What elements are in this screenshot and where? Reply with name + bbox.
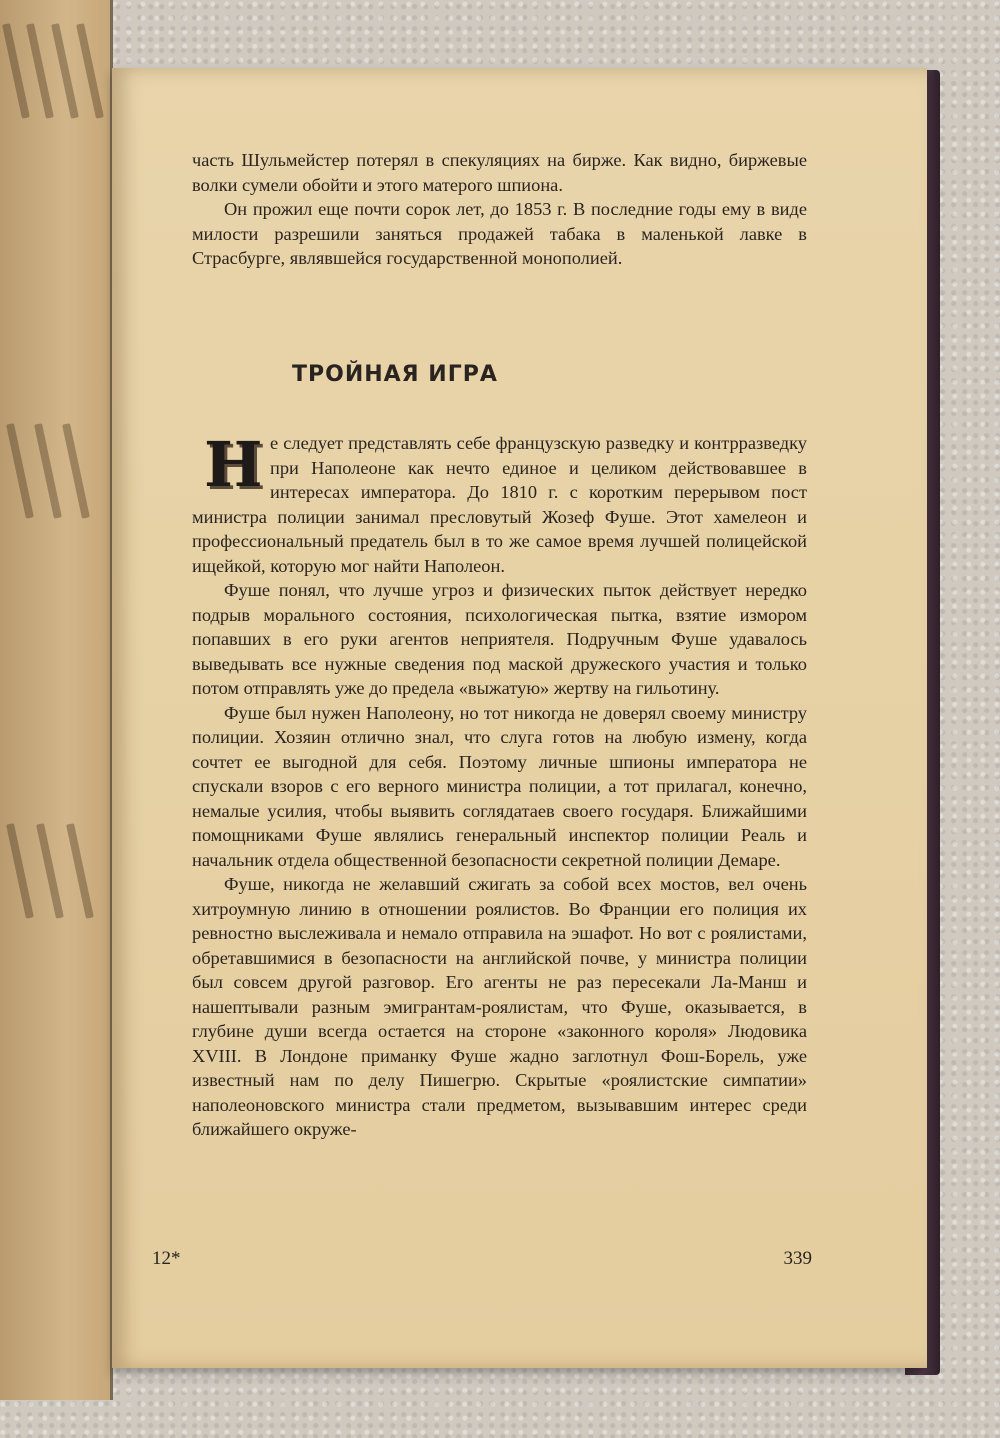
- paragraph: Он прожил еще почти сорок лет, до 1853 г. В последние годы ему в виде милости разрешили заняться продажей табака в маленькой лавке в Страсбурге, являвшейся государственной монополией.: [192, 199, 807, 268]
- chapter-title: ТРОЙНАЯ ИГРА: [292, 361, 498, 387]
- paragraph: [192, 428, 807, 578]
- facing-page-text-line: [62, 423, 90, 519]
- facing-page-text-line: [6, 423, 34, 519]
- paragraph: Фуше, никогда не желавший сжигать за собой всех мостов, вел очень хитроумную линию в отношении роялистов. Во Франции его полиция их ревностно выслеживала и немало отправила на эшафот. Но вот с роялистами, обретавшимися в безопасности на английской почве, у министра полиции был совсем другой разговор. Его агенты не раз пересекали Ла-Манш и нашептывали разным эмигрантам-роялистам, что Фуше, оказывается, в глубине души всегда остается на стороне «законного короля» Людовика XVIII. В Лондоне приманку Фуше жадно заглотнул Фош-Борель, уже известный нам по делу Пишегрю. Скрытые «роялистские симпатии» наполеоновского министра стали предметом, вызывавшим интерес среди ближайшего окруже-: [192, 874, 807, 1139]
- facing-page-text-line: [66, 823, 94, 919]
- drop-cap: Н: [204, 428, 263, 501]
- page-number: 339: [783, 1248, 812, 1269]
- facing-page-text-line: [2, 23, 30, 119]
- page-text: [192, 148, 807, 1142]
- paragraph: часть Шульмейстер потерял в спекуляциях на бирже. Как видно, биржевые волки сумели обойти и этого матерого шпиона.: [192, 150, 807, 195]
- paragraph-text: е следует представлять себе французскую разведку и контрразведку при Наполеоне как нечто единое и целиком действовавшее в интересах императора. До 1810 г. с коротким перерывом пост министра полиции занимал пресловутый Жозеф Фуше. Этот хамелеон и профессиональный предатель был в то же самое время лучшей полицейской ищейкой, которую мог найти Наполеон.: [192, 433, 807, 576]
- facing-page-text-line: [76, 23, 104, 119]
- facing-page-text-line: [36, 823, 64, 919]
- facing-page-text-line: [26, 23, 54, 119]
- paragraph: Фуше понял, что лучше угроз и физических пыток действует нередко подрыв морального состояния, психологическая пытка, взятие измором попавших в его руки агентов неприятеля. Подручным Фуше удавалось выведывать все нужные сведения под маской дружеского участия и только потом отправлять уже до предела «выжатую» жертву на гильотину.: [192, 580, 807, 698]
- facing-page-text-line: [51, 23, 79, 119]
- facing-page-text-line: [34, 423, 62, 519]
- book-page: [112, 68, 927, 1368]
- signature-mark: 12*: [152, 1248, 181, 1269]
- facing-page: [0, 0, 113, 1400]
- paragraph: Фуше был нужен Наполеону, но тот никогда не доверял своему министру полиции. Хозяин отлично знал, что слуга готов на любую измену, когда сочтет ее выгодной для себя. Поэтому личные шпионы императора не спускали взоров с его верного министра полиции, а тот прилагал, конечно, немалые усилия, чтобы выявить соглядатаев своего государя. Ближайшими помощниками Фуше являлись генеральный инспектор полиции Реаль и начальник отдела общественной безопасности секретной полиции Демаре.: [192, 702, 807, 870]
- facing-page-text-line: [6, 823, 34, 919]
